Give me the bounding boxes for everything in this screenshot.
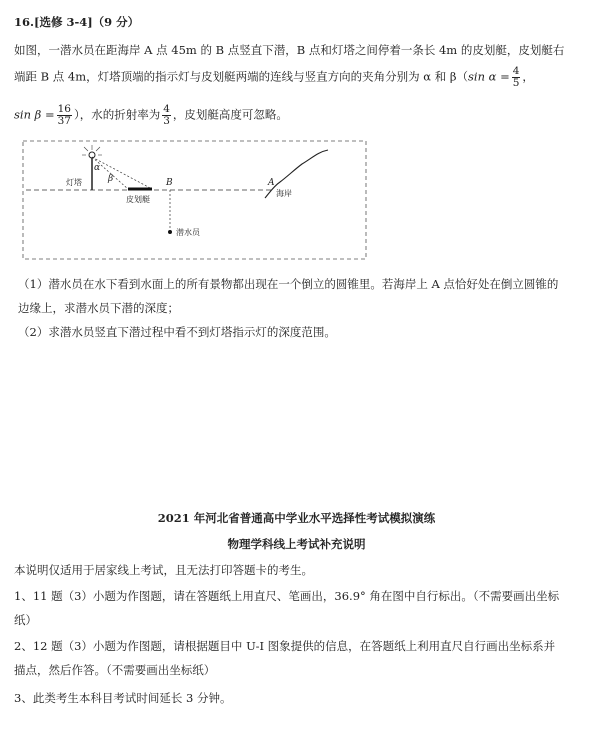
notice-title: 2021 年河北省普通高中学业水平选择性考试模拟演练	[157, 511, 436, 525]
sin-beta-denominator: 37	[57, 115, 71, 127]
sin-beta-fraction	[57, 104, 72, 127]
refractive-index-denominator: 3	[163, 115, 170, 127]
point-b-label: B	[166, 178, 173, 188]
sin-alpha-fraction	[512, 66, 521, 89]
problem-line-1: 如图，一潜水员在距海岸 A 点 45m 的 B 点竖直下潜，B 点和灯塔之间停着一条长 4m 的皮划艇，皮划艇右	[14, 43, 565, 57]
shore-curve	[265, 150, 328, 198]
problem-line-2	[14, 66, 534, 89]
sin-beta-numerator: 16	[57, 103, 71, 115]
point-a-label: A	[268, 178, 275, 188]
question-2: （2）求潜水员竖直下潜过程中看不到灯塔指示灯的深度范围。	[18, 325, 336, 339]
beta-label: β	[108, 174, 114, 184]
sin-beta-lhs: sin β =	[14, 107, 55, 122]
kayak-label: 皮划艇	[126, 195, 150, 204]
refractive-index-fraction	[162, 104, 171, 127]
problem-line-2a: 端距 B 点 4m，灯塔顶端的指示灯与皮划艇两端的连线与竖直方向的夹角分别为 α 和 β（	[14, 69, 469, 84]
notice-subtitle: 物理学科线上考试补充说明	[227, 537, 366, 551]
line-to-kayak-right	[92, 157, 152, 189]
problem-figure	[22, 140, 367, 260]
line-to-kayak-left	[92, 157, 128, 189]
sin-alpha-numerator: 4	[512, 65, 520, 77]
shore-label: 海岸	[276, 189, 292, 198]
diver-point	[168, 230, 172, 234]
problem-line-3b: ，皮划艇高度可忽略。	[172, 107, 288, 122]
question-1-line-2: 边缘上，求潜水员下潜的深度；	[18, 301, 179, 315]
alpha-label: α	[94, 163, 101, 173]
sin-alpha-denominator: 5	[512, 77, 520, 89]
refractive-index-numerator: 4	[163, 103, 170, 115]
problem-header: 16.[选修 3-4]（9 分）	[14, 15, 140, 29]
lighthouse-label: 灯塔	[66, 178, 82, 187]
notice-item-1-line-1: 1、11 题（3）小题为作图题，请在答题纸上用直尺、笔画出，36.9° 角在图中自行标出。（不需要画出坐标	[14, 589, 560, 603]
problem-line-3a: ），水的折射率为	[73, 107, 161, 122]
figure-border	[23, 141, 366, 259]
diver-label: 潜水员	[176, 228, 200, 237]
notice-intro: 本说明仅适用于居家线上考试，且无法打印答题卡的考生。	[14, 563, 313, 577]
problem-line-2b: ，	[522, 69, 534, 84]
notice-item-2-line-1: 2、12 题（3）小题为作图题，请根据题目中 U-I 图象提供的信息，在答题纸上利用直尺自行画出坐标系并	[14, 639, 556, 653]
notice-item-3: 3、此类考生本科目考试时间延长 3 分钟。	[14, 691, 232, 705]
sin-alpha-lhs: sin α =	[468, 69, 510, 84]
question-1-line-1: （1）潜水员在水下看到水面上的所有景物都出现在一个倒立的圆锥里。若海岸上 A 点恰好处在倒立圆锥的	[18, 277, 559, 291]
problem-line-3	[14, 104, 288, 127]
notice-item-1-line-2: 纸）	[14, 613, 37, 627]
notice-item-2-line-2: 描点，然后作答。（不需要画出坐标纸）	[14, 663, 216, 677]
